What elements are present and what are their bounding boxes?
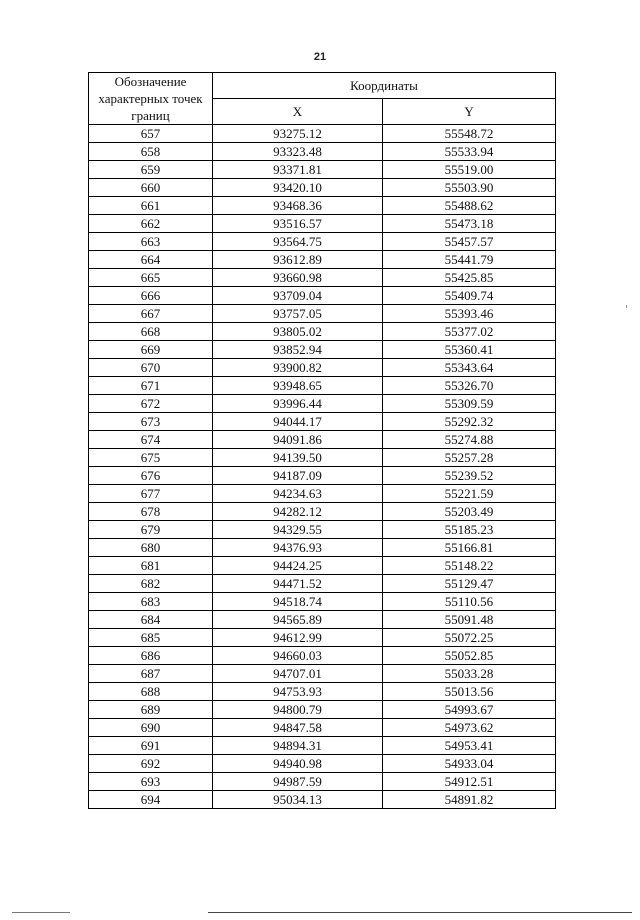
cell-y: 55091.48	[383, 611, 556, 629]
cell-point: 693	[89, 773, 213, 791]
cell-x: 93323.48	[213, 143, 383, 161]
table-row	[89, 251, 556, 269]
cell-x: 94518.74	[213, 593, 383, 611]
cell-y: 54912.51	[383, 773, 556, 791]
cell-x: 94091.86	[213, 431, 383, 449]
cell-y: 55166.81	[383, 539, 556, 557]
cell-y: 55377.02	[383, 323, 556, 341]
cell-x: 93516.57	[213, 215, 383, 233]
table-row	[89, 791, 556, 809]
cell-y: 55488.62	[383, 197, 556, 215]
cell-y: 55409.74	[383, 287, 556, 305]
cell-point: 662	[89, 215, 213, 233]
table-row	[89, 323, 556, 341]
cell-point: 677	[89, 485, 213, 503]
cell-point: 692	[89, 755, 213, 773]
table-row	[89, 557, 556, 575]
cell-y: 55473.18	[383, 215, 556, 233]
table-row	[89, 143, 556, 161]
cell-point: 682	[89, 575, 213, 593]
cell-y: 54973.62	[383, 719, 556, 737]
cell-point: 665	[89, 269, 213, 287]
cell-point: 694	[89, 791, 213, 809]
cell-y: 55221.59	[383, 485, 556, 503]
cell-point: 685	[89, 629, 213, 647]
cell-x: 94987.59	[213, 773, 383, 791]
table-row	[89, 449, 556, 467]
cell-x: 94139.50	[213, 449, 383, 467]
table-row	[89, 197, 556, 215]
table-row	[89, 719, 556, 737]
table-row	[89, 161, 556, 179]
cell-y: 55533.94	[383, 143, 556, 161]
cell-point: 687	[89, 665, 213, 683]
cell-point: 679	[89, 521, 213, 539]
table-row	[89, 503, 556, 521]
cell-point: 683	[89, 593, 213, 611]
cell-x: 93709.04	[213, 287, 383, 305]
cell-point: 689	[89, 701, 213, 719]
cell-y: 55548.72	[383, 125, 556, 143]
cell-y: 55441.79	[383, 251, 556, 269]
table-row	[89, 467, 556, 485]
cell-point: 667	[89, 305, 213, 323]
cell-x: 94660.03	[213, 647, 383, 665]
cell-x: 93948.65	[213, 377, 383, 395]
header-x: X	[213, 99, 383, 125]
cell-point: 666	[89, 287, 213, 305]
cell-x: 93275.12	[213, 125, 383, 143]
cell-point: 691	[89, 737, 213, 755]
cell-y: 55110.56	[383, 593, 556, 611]
cell-point: 678	[89, 503, 213, 521]
cell-point: 676	[89, 467, 213, 485]
cell-point: 673	[89, 413, 213, 431]
cell-point: 686	[89, 647, 213, 665]
cell-point: 670	[89, 359, 213, 377]
cell-y: 55292.32	[383, 413, 556, 431]
table-row	[89, 359, 556, 377]
table-row	[89, 341, 556, 359]
table-row	[89, 539, 556, 557]
cell-y: 55239.52	[383, 467, 556, 485]
cell-x: 94234.63	[213, 485, 383, 503]
cell-x: 94612.99	[213, 629, 383, 647]
table-row	[89, 395, 556, 413]
cell-y: 55326.70	[383, 377, 556, 395]
header-coordinates: Координаты	[213, 73, 556, 99]
table-row	[89, 737, 556, 755]
scan-edge-line-left	[12, 912, 70, 913]
table-row	[89, 305, 556, 323]
table-row	[89, 431, 556, 449]
table-row	[89, 233, 556, 251]
table-row	[89, 377, 556, 395]
cell-x: 94894.31	[213, 737, 383, 755]
table-body	[89, 125, 556, 809]
cell-point: 657	[89, 125, 213, 143]
cell-y: 54891.82	[383, 791, 556, 809]
table-row	[89, 611, 556, 629]
cell-point: 671	[89, 377, 213, 395]
table-row	[89, 755, 556, 773]
cell-x: 94044.17	[213, 413, 383, 431]
cell-x: 94329.55	[213, 521, 383, 539]
cell-point: 680	[89, 539, 213, 557]
table-row	[89, 701, 556, 719]
cell-x: 93420.10	[213, 179, 383, 197]
cell-x: 93996.44	[213, 395, 383, 413]
table-row	[89, 575, 556, 593]
cell-y: 55343.64	[383, 359, 556, 377]
table-row	[89, 215, 556, 233]
cell-point: 661	[89, 197, 213, 215]
cell-y: 54933.04	[383, 755, 556, 773]
cell-y: 55033.28	[383, 665, 556, 683]
cell-y: 55503.90	[383, 179, 556, 197]
cell-y: 55309.59	[383, 395, 556, 413]
cell-x: 94753.93	[213, 683, 383, 701]
table-row	[89, 647, 556, 665]
page-number: 21	[313, 51, 327, 63]
cell-y: 55457.57	[383, 233, 556, 251]
cell-y: 55072.25	[383, 629, 556, 647]
cell-x: 94800.79	[213, 701, 383, 719]
header-y: Y	[383, 99, 556, 125]
cell-x: 93852.94	[213, 341, 383, 359]
cell-point: 681	[89, 557, 213, 575]
cell-x: 94424.25	[213, 557, 383, 575]
cell-y: 55203.49	[383, 503, 556, 521]
cell-y: 54953.41	[383, 737, 556, 755]
table-row	[89, 287, 556, 305]
cell-y: 55129.47	[383, 575, 556, 593]
cell-point: 688	[89, 683, 213, 701]
cell-y: 55519.00	[383, 161, 556, 179]
cell-point: 672	[89, 395, 213, 413]
cell-x: 93564.75	[213, 233, 383, 251]
cell-point: 669	[89, 341, 213, 359]
cell-x: 94187.09	[213, 467, 383, 485]
coordinates-table	[88, 72, 556, 809]
cell-y: 55185.23	[383, 521, 556, 539]
cell-point: 674	[89, 431, 213, 449]
cell-x: 93660.98	[213, 269, 383, 287]
table-row	[89, 629, 556, 647]
cell-y: 55052.85	[383, 647, 556, 665]
cell-point: 658	[89, 143, 213, 161]
cell-x: 93805.02	[213, 323, 383, 341]
cell-x: 94707.01	[213, 665, 383, 683]
cell-y: 55013.56	[383, 683, 556, 701]
cell-point: 675	[89, 449, 213, 467]
cell-x: 93900.82	[213, 359, 383, 377]
table-row	[89, 683, 556, 701]
cell-x: 94940.98	[213, 755, 383, 773]
table-row	[89, 125, 556, 143]
cell-x: 93371.81	[213, 161, 383, 179]
cell-x: 94847.58	[213, 719, 383, 737]
cell-point: 660	[89, 179, 213, 197]
table-row	[89, 593, 556, 611]
cell-y: 55393.46	[383, 305, 556, 323]
cell-point: 663	[89, 233, 213, 251]
header-point-designation: Обозначение характерных точек границ	[89, 73, 213, 125]
cell-x: 94565.89	[213, 611, 383, 629]
cell-point: 664	[89, 251, 213, 269]
cell-x: 94471.52	[213, 575, 383, 593]
cell-y: 55257.28	[383, 449, 556, 467]
cell-x: 93757.05	[213, 305, 383, 323]
table-row	[89, 179, 556, 197]
scan-artifact	[626, 305, 627, 308]
cell-y: 55360.41	[383, 341, 556, 359]
table-row	[89, 773, 556, 791]
cell-x: 93612.89	[213, 251, 383, 269]
table-row	[89, 269, 556, 287]
cell-point: 690	[89, 719, 213, 737]
table-row	[89, 485, 556, 503]
cell-x: 95034.13	[213, 791, 383, 809]
cell-x: 94282.12	[213, 503, 383, 521]
scan-edge-line	[208, 912, 632, 913]
cell-point: 668	[89, 323, 213, 341]
cell-point: 684	[89, 611, 213, 629]
table-row	[89, 665, 556, 683]
cell-y: 55274.88	[383, 431, 556, 449]
table-row	[89, 521, 556, 539]
cell-x: 93468.36	[213, 197, 383, 215]
table-row	[89, 413, 556, 431]
cell-y: 54993.67	[383, 701, 556, 719]
cell-y: 55148.22	[383, 557, 556, 575]
cell-y: 55425.85	[383, 269, 556, 287]
cell-point: 659	[89, 161, 213, 179]
cell-x: 94376.93	[213, 539, 383, 557]
